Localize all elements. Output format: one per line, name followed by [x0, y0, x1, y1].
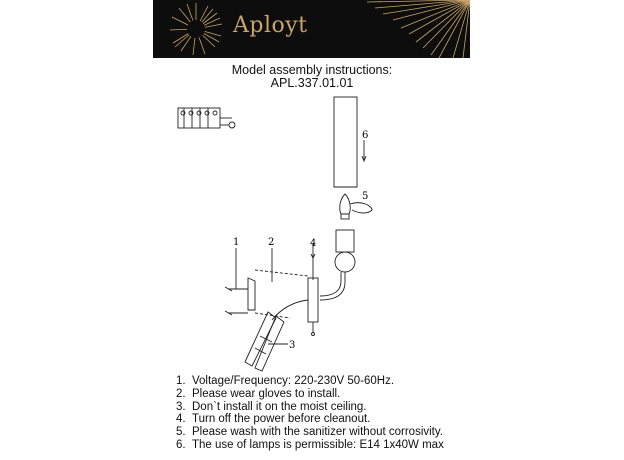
instruction-item — [176, 375, 444, 388]
item-text: Voltage/Frequency: 220-230V 50-60Hz. — [192, 375, 395, 387]
brand-name: Aployt — [233, 13, 308, 38]
callout-3: 3 — [289, 340, 296, 351]
instruction-item — [176, 401, 444, 414]
callout-1: 1 — [233, 237, 240, 248]
item-number: 6. — [176, 438, 186, 451]
item-text: Please wash with the sanitizer without corrosivity. — [192, 426, 443, 439]
callout-2: 2 — [268, 237, 275, 248]
callout-6: 6 — [362, 130, 369, 141]
instruction-item — [176, 426, 444, 439]
glass-shade — [334, 97, 357, 187]
item-text: Please wear gloves to install. — [192, 387, 341, 400]
item-number: 3. — [176, 400, 186, 413]
page-title: Model assembly instructions: — [231, 63, 393, 77]
terminal-block-icon — [178, 108, 235, 128]
item-text: Don`t install it on the moist ceiling. — [192, 400, 367, 413]
item-number: 2. — [176, 387, 186, 400]
instruction-item — [176, 388, 444, 401]
item-number: 4. — [176, 413, 186, 426]
lamp-socket — [320, 230, 355, 300]
model-number: APL.337.01.01 — [270, 76, 354, 90]
instruction-item — [176, 439, 444, 452]
lamp-arm — [245, 300, 308, 371]
item-number: 5. — [176, 426, 186, 439]
callout-4: 4 — [310, 238, 317, 249]
callout-5: 5 — [362, 191, 369, 202]
instruction-item — [176, 413, 444, 426]
wall-bracket — [225, 248, 308, 318]
item-text: The use of lamps is permissible: E14 1x40W max — [192, 438, 444, 451]
instruction-list — [176, 375, 444, 452]
item-number: 1. — [176, 375, 186, 387]
item-text: Turn off the power before cleanout. — [192, 413, 371, 426]
